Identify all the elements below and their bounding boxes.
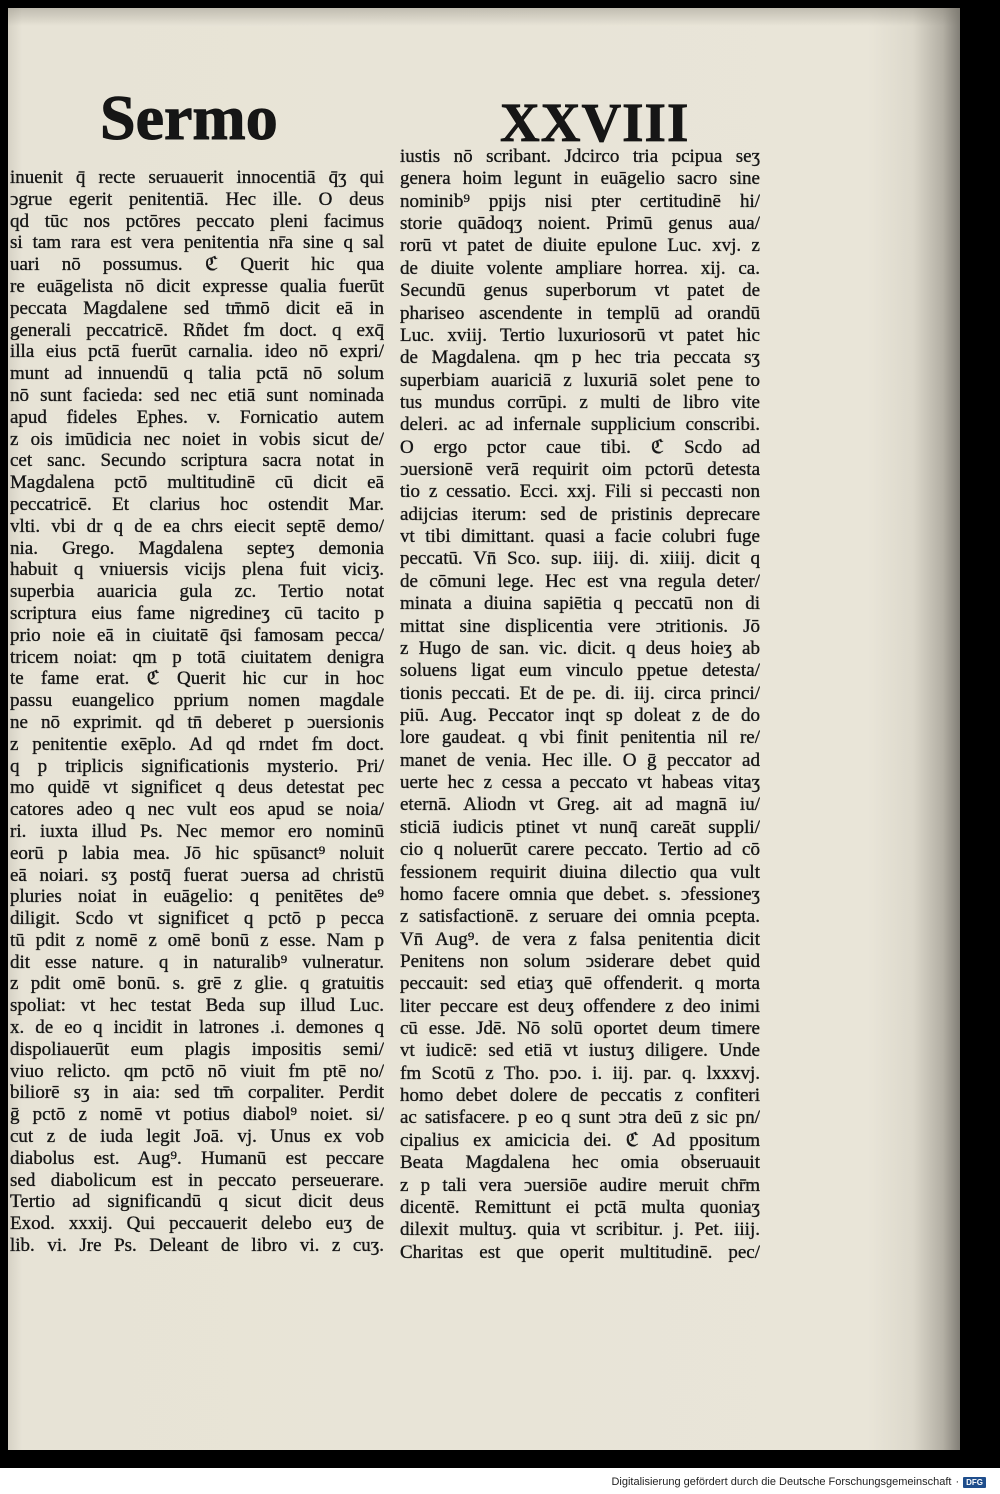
- left-column: [10, 167, 384, 1257]
- text-line: eā noiari. sʒ postq̄ fuerat ↄuersa ad christū: [10, 864, 384, 886]
- text-line: dispoliauerūt eum plagis impositis semi/: [10, 1038, 384, 1060]
- text-line: cio q noluerūt carere peccato. Tertio ad cō: [400, 839, 760, 861]
- text-line: tionis peccati. Et de pe. di. iij. circa princi/: [400, 682, 760, 704]
- text-line: habuit q vniuersis vicijs plena fuit viciʒ.: [10, 559, 384, 581]
- text-line: x. de eo q incidit in latrones .i. demones q: [10, 1017, 384, 1039]
- text-line: lib. vi. Jre Ps. Deleant de libro vi. z cuʒ.: [10, 1235, 384, 1257]
- text-line: z Hugo de san. vic. dicit. q deus hoieʒ ab: [400, 637, 760, 659]
- text-line: nō sunt facieda: sed nec etiā sunt nominada: [10, 384, 384, 406]
- text-line: cut z de iuda legit Joā. vj. Unus ex vob: [10, 1126, 384, 1148]
- text-line: iustis nō scribant. Jdcirco tria pcipua seʒ: [400, 146, 760, 167]
- text-line: scriptura eius fame nigredineʒ cū tacito p: [10, 602, 384, 624]
- text-line: tus mundus corrūpi. z multi de libro vite: [400, 391, 760, 413]
- text-line: dilexit multuʒ. quia vt scribitur. j. Pet. iiij.: [400, 1219, 760, 1241]
- text-line: diligit. Scdo vt significet q pctō p pecca: [10, 908, 384, 930]
- text-line: peccauit: sed etiaʒ quē offenderit. q morta: [400, 973, 760, 995]
- text-line: Tertio ad significandū q sicut dicit deus: [10, 1191, 384, 1213]
- text-line: dit esse nature. q in naturalib⁹ vulneratur.: [10, 951, 384, 973]
- text-line: manet de venia. Hec ille. O ḡ peccator ad: [400, 749, 760, 771]
- text-line: passu euangelico pprium nomen magdale: [10, 690, 384, 712]
- text-line: de cōmuni lege. Hec est vna regula deter/: [400, 570, 760, 592]
- text-line: Exod. xxxij. Qui peccauerit delebo euʒ de: [10, 1213, 384, 1235]
- text-line: te fame erat. ℭ Querit hic cur in hoc: [10, 668, 384, 690]
- text-line: q p triplicis significationis mysterio. Pri/: [10, 755, 384, 777]
- text-line: z satisfactionē. z seruare dei omnia pcepta.: [400, 906, 760, 928]
- text-line: rorū vt patet de diuite epulone Luc. xvj. z: [400, 235, 760, 257]
- text-line: vlti. vbi dr q de ea chrs eiecit septē demo/: [10, 515, 384, 537]
- text-line: de diuite volente ampliare horrea. xij. ca.: [400, 257, 760, 279]
- right-column: [400, 146, 760, 1264]
- text-line: ne nō exprimit. qd tn̄ deberet p ↄuersionis: [10, 711, 384, 733]
- text-line: superbia auaricia gula zc. Tertio notat: [10, 581, 384, 603]
- text-line: peccata Magdalene sed tm̄mō dicit eā in: [10, 297, 384, 319]
- text-line: diabolus est. Aug⁹. Humanū est peccare: [10, 1147, 384, 1169]
- text-line: storie quādoqʒ noient. Primū genus aua/: [400, 213, 760, 235]
- sermon-title: Sermo: [100, 82, 278, 153]
- digitization-credit: [611, 1473, 986, 1491]
- dfg-logo: DFG: [963, 1477, 986, 1488]
- text-line: qd tūc nos pctōres peccato pleni facimus: [10, 210, 384, 232]
- text-line: biliorē sʒ in aia: sed tm̄ corpaliter. Perdit: [10, 1082, 384, 1104]
- text-line: z ois imūdicia nec noiet in vobis sicut de/: [10, 428, 384, 450]
- text-line: sticiā iudicis ptinet vt nunq̄ careāt suppli/: [400, 816, 760, 838]
- text-line: generali peccatricē. Rñdet fm doct. q exq̄: [10, 319, 384, 341]
- text-line: ↄgrue egerit penitentiā. Hec ille. O deus: [10, 188, 384, 210]
- text-line: fm Scotū z Tho. pↄo. i. iij. par. q. lxxxvj.: [400, 1062, 760, 1084]
- text-line: Magdalena pctō multitudinē cū dicit eā: [10, 472, 384, 494]
- text-line: peccatricē. Et clarius hoc ostendit Mar.: [10, 493, 384, 515]
- text-line: Charitas est que operit multitudinē. pec/: [400, 1241, 760, 1263]
- text-line: homo facere omnia que debet. s. ↄfessioneʒ: [400, 883, 760, 905]
- text-line: cipalius ex amicicia dei. ℭ Ad ppositum: [400, 1129, 760, 1151]
- text-line: nia. Grego. Magdalena septeʒ demonia: [10, 537, 384, 559]
- text-line: ac satisfacere. p eo q sunt ↄtra deū z sic pn/: [400, 1107, 760, 1129]
- text-line: adijcias iterum: sed de pristinis deprecare: [400, 503, 760, 525]
- text-line: vt iudicē: sed etiā vt iustuʒ diligere. Unde: [400, 1040, 760, 1062]
- text-line: si tam rara est vera penitentia nr̄a sine q sal: [10, 232, 384, 254]
- text-line: vt tibi dimittant. quasi a facie colubri fuge: [400, 526, 760, 548]
- text-line: liter peccare est deuʒ offendere z deo inimi: [400, 995, 760, 1017]
- text-line: nominib⁹ ppijs nisi pter certitudinē hi/: [400, 190, 760, 212]
- text-line: phariseo ascendente in templū ad orandū: [400, 302, 760, 324]
- text-line: viuo relicto. qm pctō nō viuit fm ptē no/: [10, 1060, 384, 1082]
- text-line: homo debet dolere de peccatis z confiteri: [400, 1085, 760, 1107]
- text-line: ↄuersionē verā requirit oim pctorū detesta: [400, 459, 760, 481]
- text-line: illa eius pctā fuerūt carnalia. ideo nō expri/: [10, 341, 384, 363]
- text-line: O ergo pctor caue tibi. ℭ Scdo ad: [400, 436, 760, 458]
- text-line: fessionem requirit diuina dilectio qua vult: [400, 861, 760, 883]
- text-line: ḡ pctō z nomē vt potius diabol⁹ noiet. si/: [10, 1104, 384, 1126]
- text-line: dicentē. Remittunt ei pctā multa quoniaʒ: [400, 1196, 760, 1218]
- text-line: tricem noiat: qm p totā ciuitatem denigra: [10, 646, 384, 668]
- text-line: eternā. Aliodn vt Greg. ait ad magnā iu/: [400, 794, 760, 816]
- text-line: prio noie eā in ciuitatē q̄si famosam pecca/: [10, 624, 384, 646]
- text-line: soluens ligat eum vinculo ppetue detesta/: [400, 660, 760, 682]
- text-line: lore gaudeat. q vbi finit penitentia nil re/: [400, 727, 760, 749]
- text-line: Secundū genus superborum vt patet de: [400, 280, 760, 302]
- text-line: z penitentie exēplo. Ad qd rndet fm doct.: [10, 733, 384, 755]
- text-line: catores adeo q nec vult eos apud se noia/: [10, 799, 384, 821]
- text-line: mittat sine displicentia vere ↄtritionis. Jō: [400, 615, 760, 637]
- text-line: uerte hec z cessa a peccato vt habeas vitaʒ: [400, 772, 760, 794]
- text-line: Luc. xviij. Tertio luxuriosorū vt patet hic: [400, 324, 760, 346]
- text-line: minata a diuina sapiētia q peccatū non di: [400, 593, 760, 615]
- text-line: z p tali vera ↄuersiōe audire meruit chr̄m: [400, 1174, 760, 1196]
- text-line: Vn̄ Aug⁹. de vera z falsa penitentia dicit: [400, 928, 760, 950]
- text-line: z pdit omē bonū. s. grē z glie. q gratuitis: [10, 973, 384, 995]
- text-line: re euāgelista nō dicit expresse qualia fuerūt: [10, 275, 384, 297]
- credit-text: Digitalisierung gefördert durch die Deutsche Forschungsgemeinschaft: [611, 1476, 952, 1488]
- text-line: apud fideles Ephes. v. Fornicatio autem: [10, 406, 384, 428]
- text-line: inuenit q̄ recte seruauerit innocentiā q̄ʒ qui: [10, 167, 384, 188]
- text-line: de Magdalena. qm p hec tria peccata sʒ: [400, 347, 760, 369]
- text-line: eorū p labia mea. Jō hic spūsanct⁹ noluit: [10, 842, 384, 864]
- text-line: mo quidē vt significet q deus detestat pec: [10, 777, 384, 799]
- text-line: ri. iuxta illud Ps. Nec memor ero nominū: [10, 820, 384, 842]
- text-line: pluries noiat in euāgelio: q penitētes de⁹: [10, 886, 384, 908]
- text-line: spoliat: vt hec testat Beda sup illud Luc.: [10, 995, 384, 1017]
- text-line: uari nō possumus. ℭ Querit hic qua: [10, 254, 384, 276]
- text-line: tū pdit z nomē z omē bonū z esse. Nam p: [10, 929, 384, 951]
- text-line: piū. Aug. Peccator inqt sp doleat z de do: [400, 704, 760, 726]
- text-line: genera hoim legunt in euāgelio sacro sine: [400, 168, 760, 190]
- text-line: cet sanc. Secundo scriptura sacra notat in: [10, 450, 384, 472]
- credit-separator: ·: [955, 1476, 960, 1488]
- text-line: peccatū. Vn̄ Sco. sup. iiij. di. xiiij. dicit q: [400, 548, 760, 570]
- text-line: Beata Magdalena hec omia obseruauit: [400, 1152, 760, 1174]
- text-line: superbiam auariciā z luxuriā solet pene to: [400, 369, 760, 391]
- text-line: cū esse. Jdē. Nō solū oportet deum timere: [400, 1018, 760, 1040]
- text-line: Penitens non solum ↄsiderare debet quid: [400, 950, 760, 972]
- text-line: sed diabolicum est in peccato perseuerare.: [10, 1169, 384, 1191]
- text-line: munt ad innuendū q talia pctā nō solum: [10, 363, 384, 385]
- text-line: tio z cessatio. Ecci. xxj. Fili si peccasti non: [400, 481, 760, 503]
- text-line: deleri. ac ad infernale supplicium conscribi.: [400, 414, 760, 436]
- sermon-number: XXVIII: [500, 92, 690, 153]
